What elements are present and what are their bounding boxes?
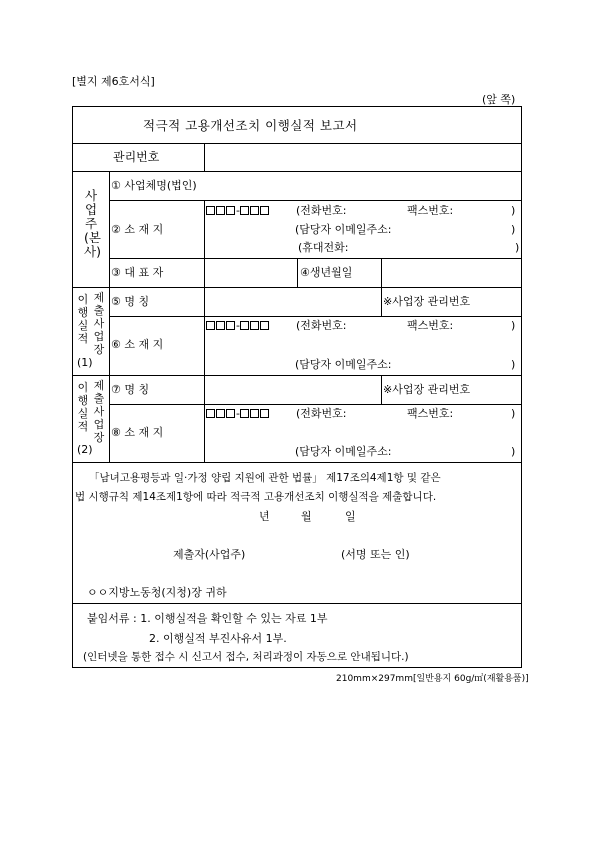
declaration-line-2: 법 시행규칙 제14조제1항에 따라 적극적 고용개선조치 이행실적을 제출합니다. <box>75 491 437 503</box>
row-divider <box>109 404 521 405</box>
date-day: 일 <box>345 510 356 523</box>
site2-group-label-a: 제출사업장 <box>93 379 105 444</box>
close-paren: ) <box>511 445 516 458</box>
row-divider <box>73 462 521 463</box>
row-divider <box>109 200 521 201</box>
address-label: ② 소 재 지 <box>111 223 164 236</box>
fax-label: 팩스번호: <box>407 204 454 217</box>
row-divider <box>73 603 521 604</box>
close-paren: ) <box>511 223 516 236</box>
business-name-field[interactable] <box>207 175 517 197</box>
col-divider <box>297 258 298 287</box>
site2-address-label: ⑧ 소 재 지 <box>111 426 164 439</box>
col-divider <box>381 375 382 404</box>
paper-spec: 210mm×297mm[일반용지 60g/㎡(재활용품)] <box>336 674 529 684</box>
site1-name-field[interactable] <box>207 291 377 312</box>
form-number: [별지 제6호서식] <box>72 75 155 88</box>
recipient-label: ㅇㅇ지방노동청(지청)장 귀하 <box>87 586 227 599</box>
site1-postal-code[interactable]: - <box>206 319 270 332</box>
site2-email-label: (담당자 이메일주소: <box>295 445 392 458</box>
manager-email-label: (담당자 이메일주소: <box>295 223 392 236</box>
row-divider <box>109 316 521 317</box>
report-form <box>72 106 522 668</box>
site2-name-field[interactable] <box>207 379 377 400</box>
ceo-field[interactable] <box>207 262 293 283</box>
site1-group-label-b: 이행실적 <box>77 293 89 345</box>
site2-group-label-b: 이행실적 <box>77 381 89 433</box>
ceo-label: ③ 대 표 자 <box>111 266 164 279</box>
signature-label: (서명 또는 인) <box>341 548 410 561</box>
postal-code[interactable]: - <box>206 204 270 217</box>
row-divider <box>109 258 521 259</box>
close-paren: ) <box>515 241 520 254</box>
attachments-label: 붙임서류 : 1. 이행실적을 확인할 수 있는 자료 1부 <box>87 612 328 625</box>
site1-mgmt-no-label: ※사업장 관리번호 <box>383 295 471 308</box>
col-divider <box>204 143 205 171</box>
phone-label: (전화번호: <box>296 204 347 217</box>
attachment-item-2: 2. 이행실적 부진사유서 1부. <box>149 632 287 645</box>
close-paren: ) <box>511 204 516 217</box>
site1-name-label: ⑤ 명 칭 <box>111 295 150 308</box>
site1-group-number: (1) <box>77 356 93 369</box>
mgmt-no-field[interactable] <box>207 147 517 167</box>
site1-fax-label: 팩스번호: <box>407 319 454 332</box>
site1-phone-label: (전화번호: <box>296 319 347 332</box>
form-title: 적극적 고용개선조치 이행실적 보고서 <box>143 118 358 133</box>
birth-field[interactable] <box>384 262 517 283</box>
birth-label: ④생년월일 <box>300 266 353 279</box>
col-divider <box>204 200 205 462</box>
declaration-line-1: 「남녀고용평등과 일·가정 양립 지원에 관한 법률」 제17조의4제1항 및 같은 <box>89 472 441 484</box>
submitter-label: 제출자(사업주) <box>173 548 246 561</box>
business-name-label: ① 사업체명(법인) <box>111 179 197 192</box>
col-divider <box>109 171 110 462</box>
site1-group-label-a: 제출사업장 <box>93 291 105 356</box>
col-divider <box>381 258 382 287</box>
internet-note: (인터넷을 통한 접수 시 신고서 접수, 처리과정이 자동으로 안내됩니다.) <box>83 651 409 663</box>
mgmt-no-label: 관리번호 <box>113 150 160 164</box>
row-divider <box>73 287 521 288</box>
site2-fax-label: 팩스번호: <box>407 407 454 420</box>
row-divider <box>73 171 521 172</box>
employer-group-label: 사업주(본사) <box>84 188 101 259</box>
site1-address-label: ⑥ 소 재 지 <box>111 338 164 351</box>
page-side-label: (앞 쪽) <box>482 93 516 106</box>
site2-name-label: ⑦ 명 칭 <box>111 383 150 396</box>
date-month: 월 <box>301 510 312 523</box>
row-divider <box>73 375 521 376</box>
date-year: 년 <box>259 510 270 523</box>
col-divider <box>381 287 382 316</box>
site2-mgmt-no-label: ※사업장 관리번호 <box>383 383 471 396</box>
close-paren: ) <box>511 319 516 332</box>
site2-group-number: (2) <box>77 443 93 456</box>
site2-postal-code[interactable]: - <box>206 407 270 420</box>
mobile-label: (휴대전화: <box>298 241 349 254</box>
row-divider <box>73 143 521 144</box>
site2-phone-label: (전화번호: <box>296 407 347 420</box>
close-paren: ) <box>511 358 516 371</box>
site1-email-label: (담당자 이메일주소: <box>295 358 392 371</box>
close-paren: ) <box>511 407 516 420</box>
